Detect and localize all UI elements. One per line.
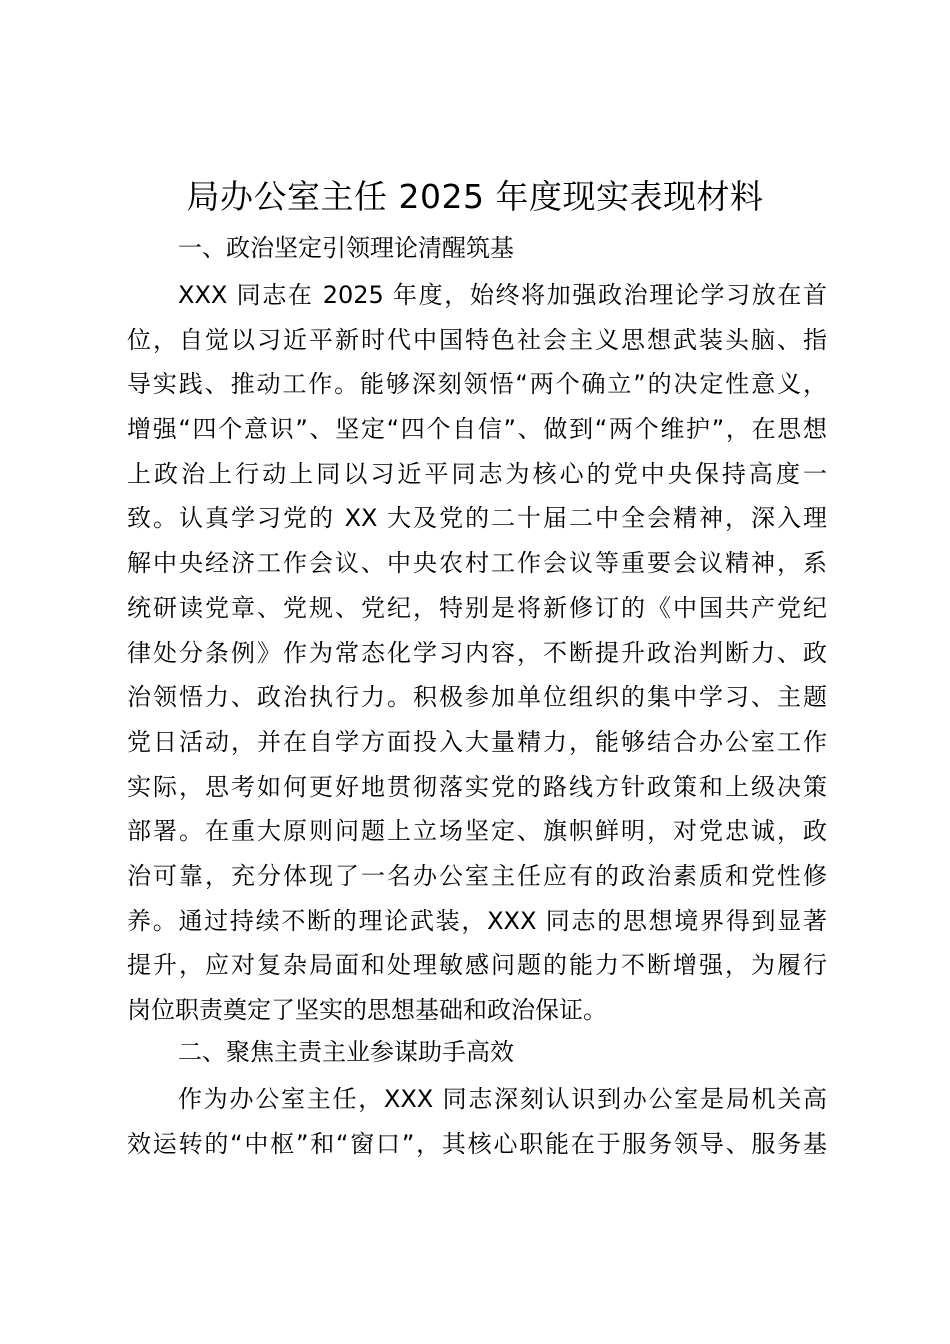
paragraph-line: 致。认真学习党的 XX 大及党的二十届二中全会精神，深入理 — [127, 504, 827, 533]
paragraph-line: 解中央经济工作会议、中央农村工作会议等重要会议精神，系 — [127, 549, 827, 578]
section-heading-1: 一、政治坚定引领理论清醒筑基 — [178, 234, 514, 262]
paragraph-line: 实际，思考如何更好地贯彻落实党的路线方针政策和上级决策 — [127, 772, 827, 801]
paragraph-line: 治可靠，充分体现了一名办公室主任应有的政治素质和党性修 — [127, 861, 827, 890]
paragraph-line: XXX 同志在 2025 年度，始终将加强政治理论学习放在首 — [178, 281, 827, 309]
document-title: 局办公室主任 2025 年度现实表现材料 — [186, 177, 764, 216]
paragraph-line: 作为办公室主任，XXX 同志深刻认识到办公室是局机关高 — [178, 1085, 827, 1113]
paragraph-line: 治领悟力、政治执行力。积极参加单位组织的集中学习、主题 — [127, 683, 827, 712]
section-2-paragraph — [127, 1077, 827, 1166]
paragraph-line: 统研读党章、党规、党纪，特别是将新修订的《中国共产党纪 — [127, 593, 827, 622]
paragraph-line: 岗位职责奠定了坚实的思想基础和政治保证。 — [127, 996, 607, 1024]
paragraph-line: 律处分条例》作为常态化学习内容，不断提升政治判断力、政 — [127, 638, 827, 667]
paragraph-line: 提升，应对复杂局面和处理敏感问题的能力不断增强，为履行 — [127, 951, 827, 980]
paragraph-line: 党日活动，并在自学方面投入大量精力，能够结合办公室工作 — [127, 727, 827, 756]
paragraph-line: 部署。在重大原则问题上立场坚定、旗帜鲜明，对党忠诚，政 — [127, 817, 827, 846]
paragraph-line: 导实践、推动工作。能够深刻领悟“两个确立”的决定性意义， — [127, 370, 827, 399]
section-heading-2: 二、聚焦主责主业参谋助手高效 — [178, 1038, 514, 1066]
paragraph-line: 效运转的“中枢”和“窗口”，其核心职能在于服务领导、服务基 — [127, 1129, 827, 1158]
paragraph-line: 增强“四个意识”、坚定“四个自信”、做到“两个维护”，在思想 — [127, 415, 827, 444]
paragraph-line: 上政治上行动上同以习近平同志为核心的党中央保持高度一 — [127, 459, 827, 488]
paragraph-line: 养。通过持续不断的理论武装，XXX 同志的思想境界得到显著 — [127, 906, 827, 935]
section-1-paragraph — [127, 273, 827, 1033]
paragraph-line: 位，自觉以习近平新时代中国特色社会主义思想武装头脑、指 — [127, 325, 827, 354]
